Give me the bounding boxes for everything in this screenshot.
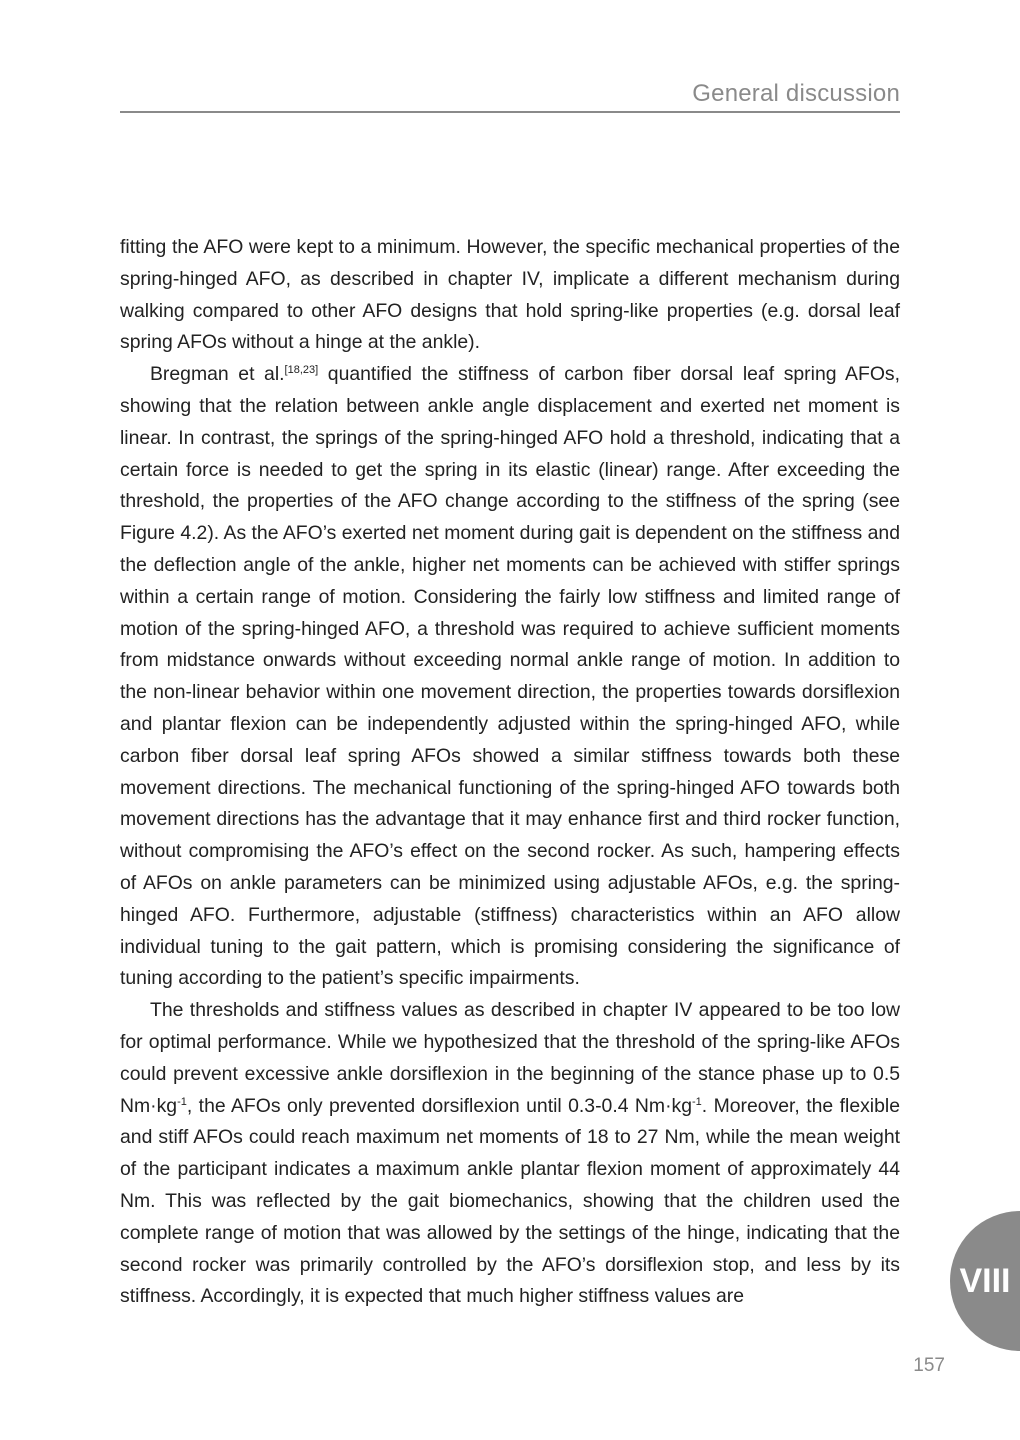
- paragraph-1: [120, 232, 900, 359]
- chapter-title: General discussion: [692, 80, 900, 107]
- paragraph-1-text: fitting the AFO were kept to a minimum. However, the specific mechanical properties of the spring-hinged AFO, as described in chapter IV, implicate a different mechanism during walking compared to other AFO designs that hold spring-like properties (e.g. dorsal leaf spring AFOs without a hinge at the ankle).: [120, 236, 900, 354]
- unit-exponent-2: -1: [692, 1095, 702, 1108]
- paragraph-2: [120, 359, 900, 995]
- paragraph-2-text: quantified the stiffness of carbon fiber dorsal leaf spring AFOs, showing that the relation between ankle angle displacement and exerted net moment is linear. In contrast, the springs of the spring-hinged AFO hold a threshold, indicating that a certain force is needed to get the spring in its elastic (linear) range. After exceeding the threshold, the properties of the AFO change according to the stiffness of the spring (see Figure 4.2). As the AFO’s exerted net moment during gait is dependent on the stiffness and the deflection angle of the ankle, higher net moments can be achieved with stiffer springs within a certain range of motion. Considering the fairly low stiffness and limited range of motion of the spring-hinged AFO, a threshold was required to achieve sufficient moments from midstance onwards without exceeding normal ankle range of motion. In addition to the non-linear behavior within one movement direction, the properties towards dorsiflexion and plantar flexion can be independently adjusted within the spring-hinged AFO, while carbon fiber dorsal leaf spring AFOs showed a similar stiffness towards both these movement directions. The mechanical functioning of the spring-hinged AFO towards both movement directions has the advantage that it may enhance first and third rocker function, without compromising the AFO’s effect on the second rocker. As such, hampering effects of AFOs on ankle parameters can be minimized using adjustable AFOs, e.g. the spring-hinged AFO. Furthermore, adjustable (stiffness) characteristics within an AFO allow individual tuning to the gait pattern, which is promising considering the significance of tuning according to the patient’s specific impairments.: [120, 363, 900, 990]
- paragraph-3-part-1: The thresholds and stiffness values as described in chapter IV appeared to be too low for optimal performance. While we hypothesized that the threshold of the spring-like AFOs could prevent excessive ankle dorsiflexion in the beginning of the stance phase up to 0.5 Nm·kg: [120, 999, 900, 1117]
- paragraph-3: [120, 995, 900, 1313]
- unit-exponent-1: -1: [177, 1095, 187, 1108]
- running-header: [120, 80, 900, 113]
- paragraph-3-part-3: . Moreover, the flexible and stiff AFOs could reach maximum net moments of 18 to 27 Nm, while the mean weight of the participant indicates a maximum ankle plantar flexion moment of approximately 44 Nm. This was reflected by the gait biomechanics, showing that the children used the complete range of motion that was allowed by the settings of the hinge, indicating that the second rocker was primarily controlled by the AFO’s dorsiflexion stop, and less by its stiffness. Accordingly, it is expected that much higher stiffness values are: [120, 1094, 900, 1308]
- chapter-tab: [950, 1211, 1020, 1351]
- citation-reference: [18,23]: [284, 364, 319, 377]
- page-number: 157: [913, 1355, 945, 1376]
- paragraph-2-lead: Bregman et al.: [150, 363, 285, 386]
- body-text: [120, 232, 900, 1313]
- chapter-tab-label: VIII: [959, 1262, 1011, 1300]
- paragraph-3-part-2: , the AFOs only prevented dorsiflexion until 0.3-0.4 Nm·kg: [186, 1094, 693, 1117]
